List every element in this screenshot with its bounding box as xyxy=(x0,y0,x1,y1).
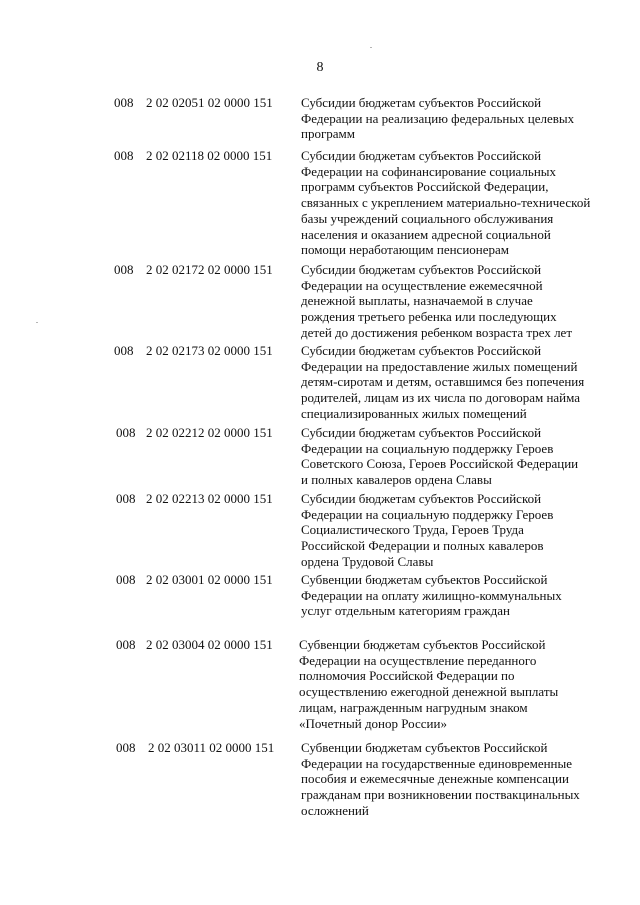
description-line: услуг отдельным категориям граждан xyxy=(301,603,510,619)
description-line: Федерации на государственные единовременные xyxy=(301,755,573,771)
administrator-code: 008 xyxy=(114,262,134,277)
scan-speck xyxy=(36,322,38,323)
description-line: Субсидии бюджетам субъектов Российской xyxy=(301,425,542,440)
administrator-code: 008 xyxy=(114,343,134,358)
description-line: Субсидии бюджетам субъектов Российской xyxy=(301,491,542,506)
description-line: ордена Трудовой Славы xyxy=(301,553,434,569)
description-line: Субсидии бюджетам субъектов Российской xyxy=(301,343,542,358)
revenue-description xyxy=(301,343,591,422)
description-line: «Почетный донор России» xyxy=(299,715,447,731)
description-line: детей до достижения ребенком возраста трех лет xyxy=(301,324,573,340)
description-line: Федерации на предоставление жилых помещений xyxy=(301,358,578,374)
description-line: программ субъектов Российской Федерации, xyxy=(301,179,549,195)
administrator-code: 008 xyxy=(114,148,134,163)
description-line: Федерации на реализацию федеральных целевых xyxy=(301,110,575,126)
revenue-classification-code: 2 02 02118 02 0000 151 xyxy=(146,148,273,163)
description-line: рождения третьего ребенка или последующих xyxy=(301,309,557,325)
description-line: осложнений xyxy=(301,802,369,818)
administrator-code: 008 xyxy=(116,572,136,587)
description-line: Федерации на осуществление ежемесячной xyxy=(301,277,543,293)
description-line: гражданам при возникновении поствакцинальных xyxy=(301,787,580,803)
description-line: специализированных жилых помещений xyxy=(301,405,527,421)
revenue-description xyxy=(301,740,591,819)
page-number: 8 xyxy=(316,60,324,75)
revenue-classification-code: 2 02 03011 02 0000 151 xyxy=(148,740,275,755)
revenue-classification-code: 2 02 02173 02 0000 151 xyxy=(146,343,273,358)
description-line: Советского Союза, Героев Российской Федерации xyxy=(301,456,579,472)
description-line: связанных с укреплением материально-технической xyxy=(301,195,591,211)
description-line: детям-сиротам и детям, оставшимся без попечения xyxy=(301,374,585,390)
description-line: Субвенции бюджетам субъектов Российской xyxy=(299,637,546,652)
revenue-classification-code: 2 02 02172 02 0000 151 xyxy=(146,262,273,277)
revenue-classification-code: 2 02 03004 02 0000 151 xyxy=(146,637,273,652)
description-line: пособия и ежемесячные денежные компенсации xyxy=(301,771,569,787)
revenue-description xyxy=(301,262,591,341)
description-line: Российской Федерации и полных кавалеров xyxy=(301,538,544,554)
revenue-description xyxy=(301,148,591,258)
description-line: Субсидии бюджетам субъектов Российской xyxy=(301,262,542,277)
description-line: Субсидии бюджетам субъектов Российской xyxy=(301,148,542,163)
revenue-description xyxy=(301,572,591,619)
description-line: Федерации на оплату жилищно-коммунальных xyxy=(301,587,562,603)
administrator-code: 008 xyxy=(116,425,136,440)
description-line: программ xyxy=(301,126,356,142)
revenue-description xyxy=(301,95,591,142)
administrator-code: 008 xyxy=(116,740,136,755)
revenue-classification-code: 2 02 02212 02 0000 151 xyxy=(146,425,273,440)
description-line: полномочия Российской Федерации по xyxy=(299,668,515,684)
description-line: Федерации на осуществление переданного xyxy=(299,652,537,668)
description-line: Социалистического Труда, Героев Труда xyxy=(301,522,524,538)
description-line: населения и оказанием адресной социальной xyxy=(301,226,551,242)
description-line: денежной выплаты, назначаемой в случае xyxy=(301,293,533,309)
description-line: и полных кавалеров ордена Славы xyxy=(301,472,492,488)
description-line: помощи неработающим пенсионерам xyxy=(301,242,509,258)
description-line: Федерации на софинансирование социальных xyxy=(301,163,557,179)
description-line: родителей, лицам из их числа по договорам найма xyxy=(301,390,581,406)
description-line: лицам, награжденным нагрудным знаком xyxy=(299,699,528,715)
administrator-code: 008 xyxy=(114,95,134,110)
revenue-description xyxy=(301,491,591,570)
revenue-classification-code: 2 02 03001 02 0000 151 xyxy=(146,572,273,587)
description-line: базы учреждений социального обслуживания xyxy=(301,210,554,226)
revenue-description xyxy=(301,425,591,488)
description-line: Федерации на социальную поддержку Героев xyxy=(301,506,554,522)
administrator-code: 008 xyxy=(116,637,136,652)
scan-speck xyxy=(370,47,372,48)
description-line: Федерации на социальную поддержку Героев xyxy=(301,440,554,456)
revenue-classification-code: 2 02 02213 02 0000 151 xyxy=(146,491,273,506)
description-line: осуществлению ежегодной денежной выплаты xyxy=(299,684,559,700)
description-line: Субвенции бюджетам субъектов Российской xyxy=(301,572,548,587)
revenue-classification-code: 2 02 02051 02 0000 151 xyxy=(146,95,273,110)
description-line: Субсидии бюджетам субъектов Российской xyxy=(301,95,542,110)
administrator-code: 008 xyxy=(116,491,136,506)
revenue-description xyxy=(299,637,589,731)
description-line: Субвенции бюджетам субъектов Российской xyxy=(301,740,548,755)
